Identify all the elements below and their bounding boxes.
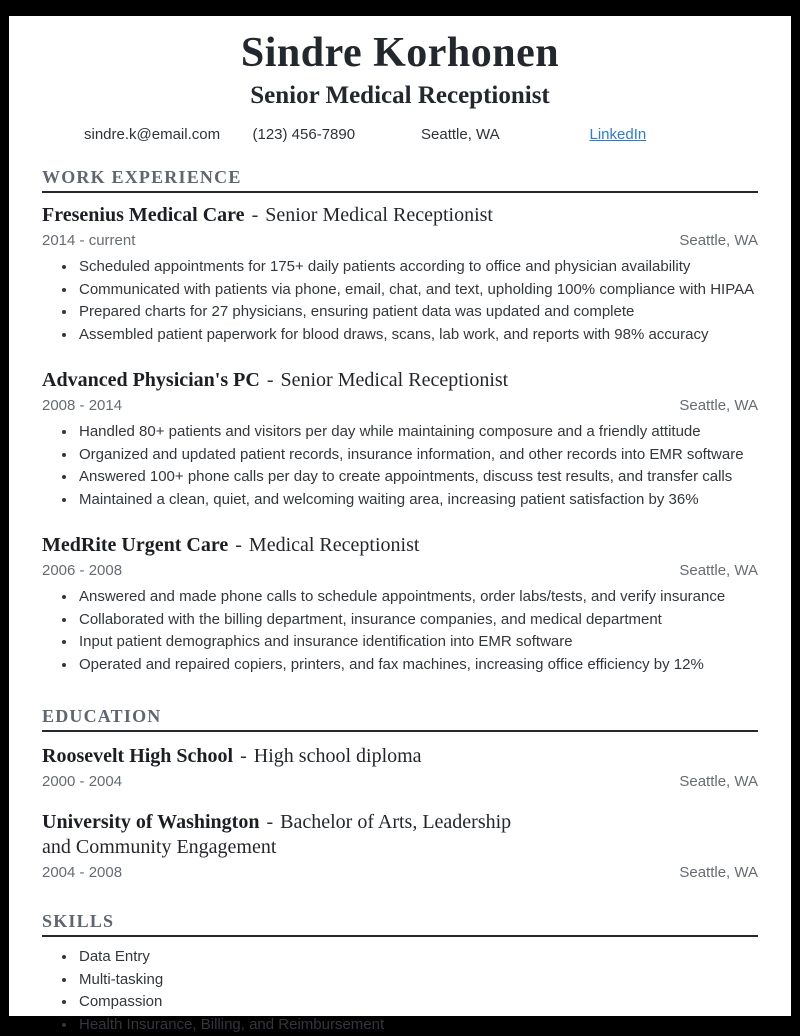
contact-email: sindre.k@email.com xyxy=(84,126,221,144)
job-title-line xyxy=(42,203,758,228)
degree-name: High school diploma xyxy=(253,745,422,768)
education-meta xyxy=(42,864,758,881)
education-dates: 2000 - 2004 xyxy=(42,773,123,791)
candidate-title: Senior Medical Receptionist xyxy=(250,82,550,110)
job-location: Seattle, WA xyxy=(679,562,758,580)
contact-location: Seattle, WA xyxy=(421,126,500,144)
bullet-item: • Maintained a clean, quiet, and welcoming waiting area, increasing patient satisfaction by 36% xyxy=(77,489,758,512)
bullet-item: • Handled 80+ patients and visitors per day while maintaining composure and a friendly attitude xyxy=(77,421,758,444)
education-meta xyxy=(42,773,758,790)
skill-item: • Compassion xyxy=(77,991,758,1014)
job-entry xyxy=(42,368,758,511)
school-name: Roosevelt High School xyxy=(42,745,234,768)
education-title-line xyxy=(42,744,758,769)
education-heading: EDUCATION xyxy=(42,706,758,732)
skills-list xyxy=(77,946,758,1036)
bullet-item: • Organized and updated patient records, insurance information, and other records into EMR software xyxy=(77,444,758,467)
title-dash: - xyxy=(251,204,259,227)
job-location: Seattle, WA xyxy=(679,397,758,415)
job-role: Senior Medical Receptionist xyxy=(265,204,493,227)
company-name: MedRite Urgent Care xyxy=(42,534,229,557)
title-dash: - xyxy=(266,811,274,834)
degree-name: Bachelor of Arts, Leadership and Community Engagement xyxy=(42,811,512,859)
resume-header xyxy=(42,30,758,143)
bullet-item: • Prepared charts for 27 physicians, ensuring patient data was updated and complete xyxy=(77,301,758,324)
job-location: Seattle, WA xyxy=(679,232,758,250)
job-dates: 2008 - 2014 xyxy=(42,397,123,415)
work-experience-heading: WORK EXPERIENCE xyxy=(42,167,758,193)
education-entry xyxy=(42,744,758,790)
job-bullets xyxy=(77,586,758,676)
title-dash: - xyxy=(235,534,242,557)
section-work-experience xyxy=(42,167,758,676)
job-dates: 2006 - 2008 xyxy=(42,562,123,580)
skills-heading: SKILLS xyxy=(42,911,758,937)
bullet-item: • Input patient demographics and insurance identification into EMR software xyxy=(77,631,758,654)
job-meta xyxy=(42,562,758,579)
bullet-item: • Assembled patient paperwork for blood draws, scans, lab work, and reports with 98% accuracy xyxy=(77,324,758,347)
contact-row xyxy=(42,126,758,143)
title-dash: - xyxy=(266,369,274,392)
school-name: University of Washington xyxy=(42,811,260,834)
education-dates: 2004 - 2008 xyxy=(42,864,123,882)
job-bullets xyxy=(77,256,758,346)
skill-item: • Health Insurance, Billing, and Reimbursement xyxy=(77,1014,758,1036)
job-entry xyxy=(42,203,758,346)
skill-item: • Data Entry xyxy=(77,946,758,969)
job-title-line xyxy=(42,368,758,393)
bullet-item: • Communicated with patients via phone, email, chat, and text, upholding 100% compliance with HIPAA xyxy=(77,279,758,302)
company-name: Advanced Physician's PC xyxy=(42,369,260,392)
job-meta xyxy=(42,232,758,249)
bullet-item: • Answered and made phone calls to schedule appointments, order labs/tests, and verify insurance xyxy=(77,586,758,609)
company-name: Fresenius Medical Care xyxy=(42,204,245,227)
education-location: Seattle, WA xyxy=(679,773,758,791)
job-meta xyxy=(42,397,758,414)
education-entry xyxy=(42,810,758,881)
title-dash: - xyxy=(240,745,247,768)
linkedin-link[interactable]: LinkedIn xyxy=(589,126,647,144)
candidate-name: Sindre Korhonen xyxy=(240,30,560,76)
section-skills xyxy=(42,911,758,1036)
bullet-item: • Collaborated with the billing department, insurance companies, and medical department xyxy=(77,609,758,632)
skill-item: • Multi-tasking xyxy=(77,969,758,992)
job-dates: 2014 - current xyxy=(42,232,136,250)
section-education xyxy=(42,706,758,881)
job-role: Senior Medical Receptionist xyxy=(280,369,509,392)
bullet-item: • Scheduled appointments for 175+ daily patients according to office and physician availability xyxy=(77,256,758,279)
job-role: Medical Receptionist xyxy=(248,534,420,557)
education-location: Seattle, WA xyxy=(679,864,758,882)
education-title-line xyxy=(42,810,512,860)
job-title-line xyxy=(42,533,758,558)
bullet-item: • Answered 100+ phone calls per day to create appointments, discuss test results, and transfer calls xyxy=(77,466,758,489)
bullet-item: • Operated and repaired copiers, printers, and fax machines, increasing office efficiency by 12% xyxy=(77,654,758,677)
resume-page xyxy=(9,16,791,1033)
job-bullets xyxy=(77,421,758,511)
contact-phone: (123) 456-7890 xyxy=(252,126,356,144)
job-entry xyxy=(42,533,758,676)
